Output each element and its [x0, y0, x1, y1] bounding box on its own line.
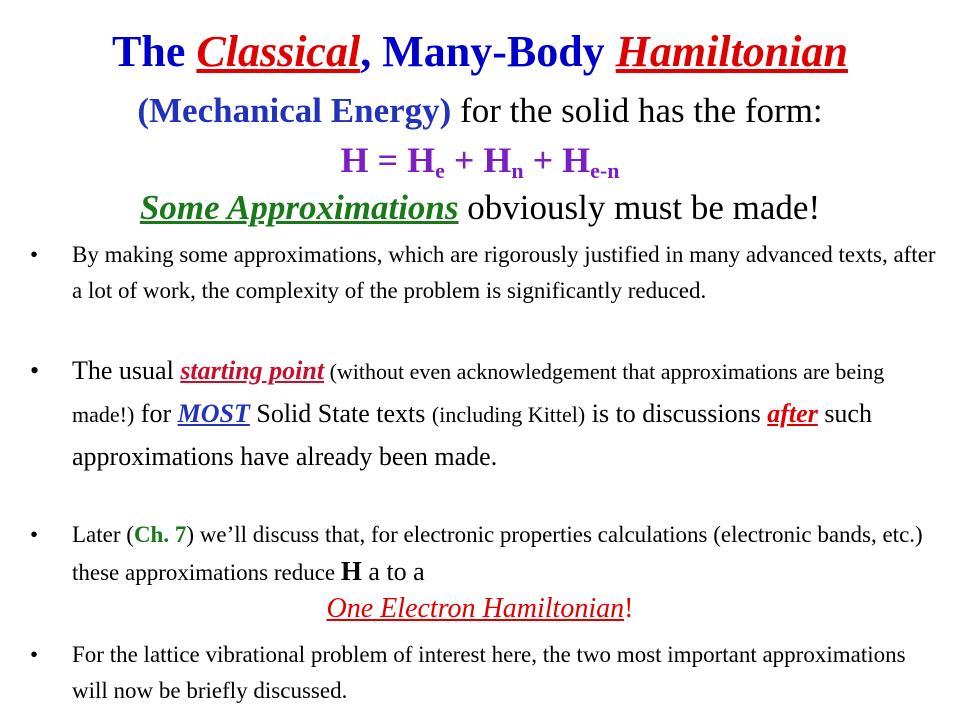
most: MOST [177, 399, 250, 428]
hamiltonian-equation [0, 138, 960, 193]
after: after [767, 399, 818, 428]
bullet-2-text [72, 350, 942, 478]
title-text-2: , Many-Body [360, 27, 616, 76]
b3-text-3: a to a [361, 557, 425, 586]
eq-sub-n: n [511, 158, 524, 183]
bullet-dot: • [30, 242, 39, 267]
subtitle-mechanical-energy: (Mechanical Energy) [137, 91, 452, 130]
subtitle [0, 90, 960, 132]
some-approximations: Some Approximations [139, 188, 459, 227]
eq-lhs: H = H [340, 140, 436, 180]
bullet-1-text: By making some approximations, which are rigorously justified in many advanced texts, after a lot of work, the complexity of the problem is significantly reduced. [72, 242, 936, 303]
bullet-dot: • [30, 642, 39, 667]
subtitle-rest: for the solid has the form: [451, 91, 823, 130]
bullet-dot: • [30, 522, 39, 547]
one-electron-hamiltonian [0, 590, 960, 628]
eq-plus-1: + H [444, 140, 512, 180]
bullet-dot: • [30, 356, 40, 385]
b3-H: H [340, 556, 362, 586]
bullet-3-text [72, 517, 942, 591]
b3-text-2: ) we’ll discuss that, for electronic properties calculations (electronic bands, etc.) these approximations reduce [72, 522, 923, 585]
b2-text-6: is to discussions [585, 399, 768, 428]
slide-title [0, 26, 960, 78]
title-hamiltonian: Hamiltonian [615, 27, 848, 76]
approx-rest: obviously must be made! [458, 188, 821, 227]
eq-plus-2: + H [523, 140, 591, 180]
b2-text-4: Solid State texts [249, 399, 432, 428]
starting-point: starting point [180, 356, 325, 385]
title-text-1: The [112, 27, 197, 76]
b2-text-5: (including Kittel) [431, 402, 586, 427]
eq-sub-e: e [435, 158, 445, 183]
b2-text-2: (without even acknowledgement that approximations are being made!) [72, 359, 885, 427]
title-classical: Classical [196, 27, 361, 76]
chapter-ref: Ch. 7 [133, 522, 187, 547]
b2-text-7: such approximations have already been made. [72, 399, 872, 471]
one-electron-text: One Electron Hamiltonian [326, 593, 625, 624]
b2-text-3: for [134, 399, 178, 428]
b3-text-1: Later ( [72, 522, 134, 547]
one-electron-bang: ! [624, 593, 634, 624]
b2-text-1: The usual [72, 356, 181, 385]
approximations-line [0, 186, 960, 230]
bullet-4-text: For the lattice vibrational problem of interest here, the two most important approximations will now be briefly discussed. [72, 642, 906, 703]
eq-sub-en: e-n [590, 158, 620, 183]
